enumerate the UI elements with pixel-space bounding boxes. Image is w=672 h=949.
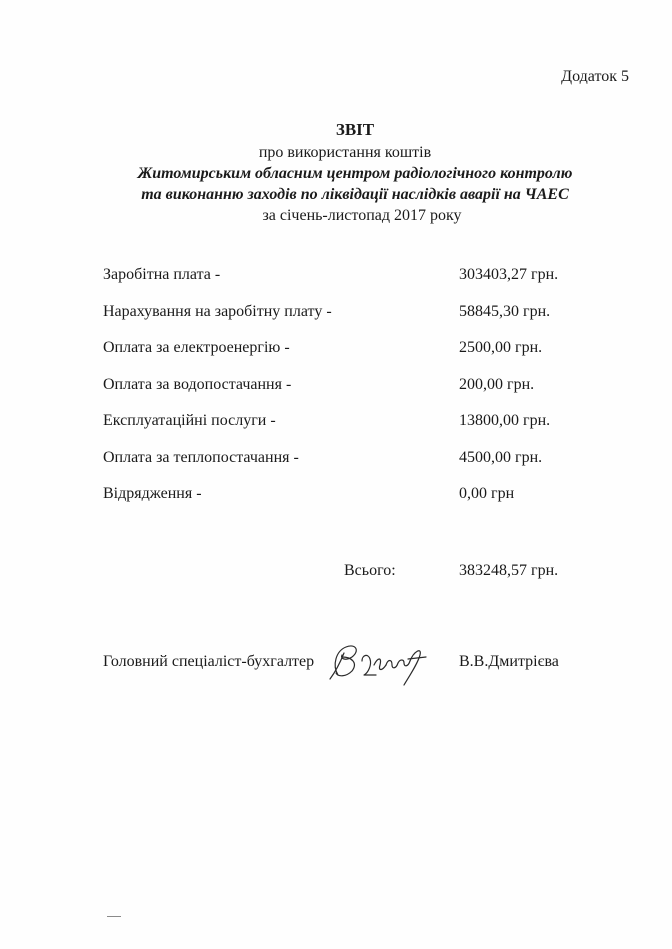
expense-label: Нарахування на заробітну плату - bbox=[103, 302, 332, 320]
report-period: за січень-листопад 2017 року bbox=[262, 207, 462, 224]
expense-list bbox=[103, 263, 603, 519]
expense-amount: 0,00 грн bbox=[459, 485, 515, 502]
expense-amount: 4500,00 грн. bbox=[459, 448, 543, 466]
expense-label: Оплата за водопостачання - bbox=[103, 375, 292, 393]
expense-row bbox=[103, 263, 603, 300]
total-amount: 383248,57 грн. bbox=[459, 562, 559, 579]
expense-amount: 13800,00 грн. bbox=[459, 412, 551, 429]
annex-number: Додаток 5 bbox=[561, 68, 629, 85]
expense-amount: 303403,27 грн. bbox=[459, 266, 559, 283]
signer-name: В.В.Дмитрієва bbox=[459, 653, 559, 670]
organization-line-1: Житомирським обласним центром радіологічного контролю bbox=[137, 165, 573, 182]
expense-amount: 200,00 грн. bbox=[459, 375, 535, 393]
scan-speck bbox=[107, 916, 121, 917]
expense-label: Заробітна плата - bbox=[103, 266, 221, 283]
title-block bbox=[0, 118, 672, 226]
expense-amount: 58845,30 грн. bbox=[459, 302, 551, 320]
expense-row bbox=[103, 336, 603, 373]
total-label: Всього: bbox=[344, 562, 396, 579]
handwritten-signature-icon bbox=[318, 635, 434, 694]
expense-row bbox=[103, 409, 603, 446]
expense-row bbox=[103, 482, 603, 519]
expense-label: Відрядження - bbox=[103, 485, 202, 502]
expense-label: Оплата за теплопостачання - bbox=[103, 448, 299, 466]
total-row bbox=[0, 562, 672, 588]
report-subtitle: про використання коштів bbox=[258, 144, 432, 161]
organization-line-2: та виконанню заходів по ліквідації наслідків аварії на ЧАЕС bbox=[141, 186, 569, 203]
expense-label: Експлуатаційні послуги - bbox=[103, 412, 276, 429]
signature-block bbox=[0, 651, 672, 691]
expense-row bbox=[103, 446, 603, 483]
expense-row bbox=[103, 373, 603, 410]
expense-amount: 2500,00 грн. bbox=[459, 339, 543, 356]
expense-row bbox=[103, 300, 603, 337]
report-title: ЗВІТ bbox=[335, 120, 375, 139]
signer-role: Головний спеціаліст-бухгалтер bbox=[103, 653, 315, 670]
expense-label: Оплата за електроенергію - bbox=[103, 339, 290, 356]
